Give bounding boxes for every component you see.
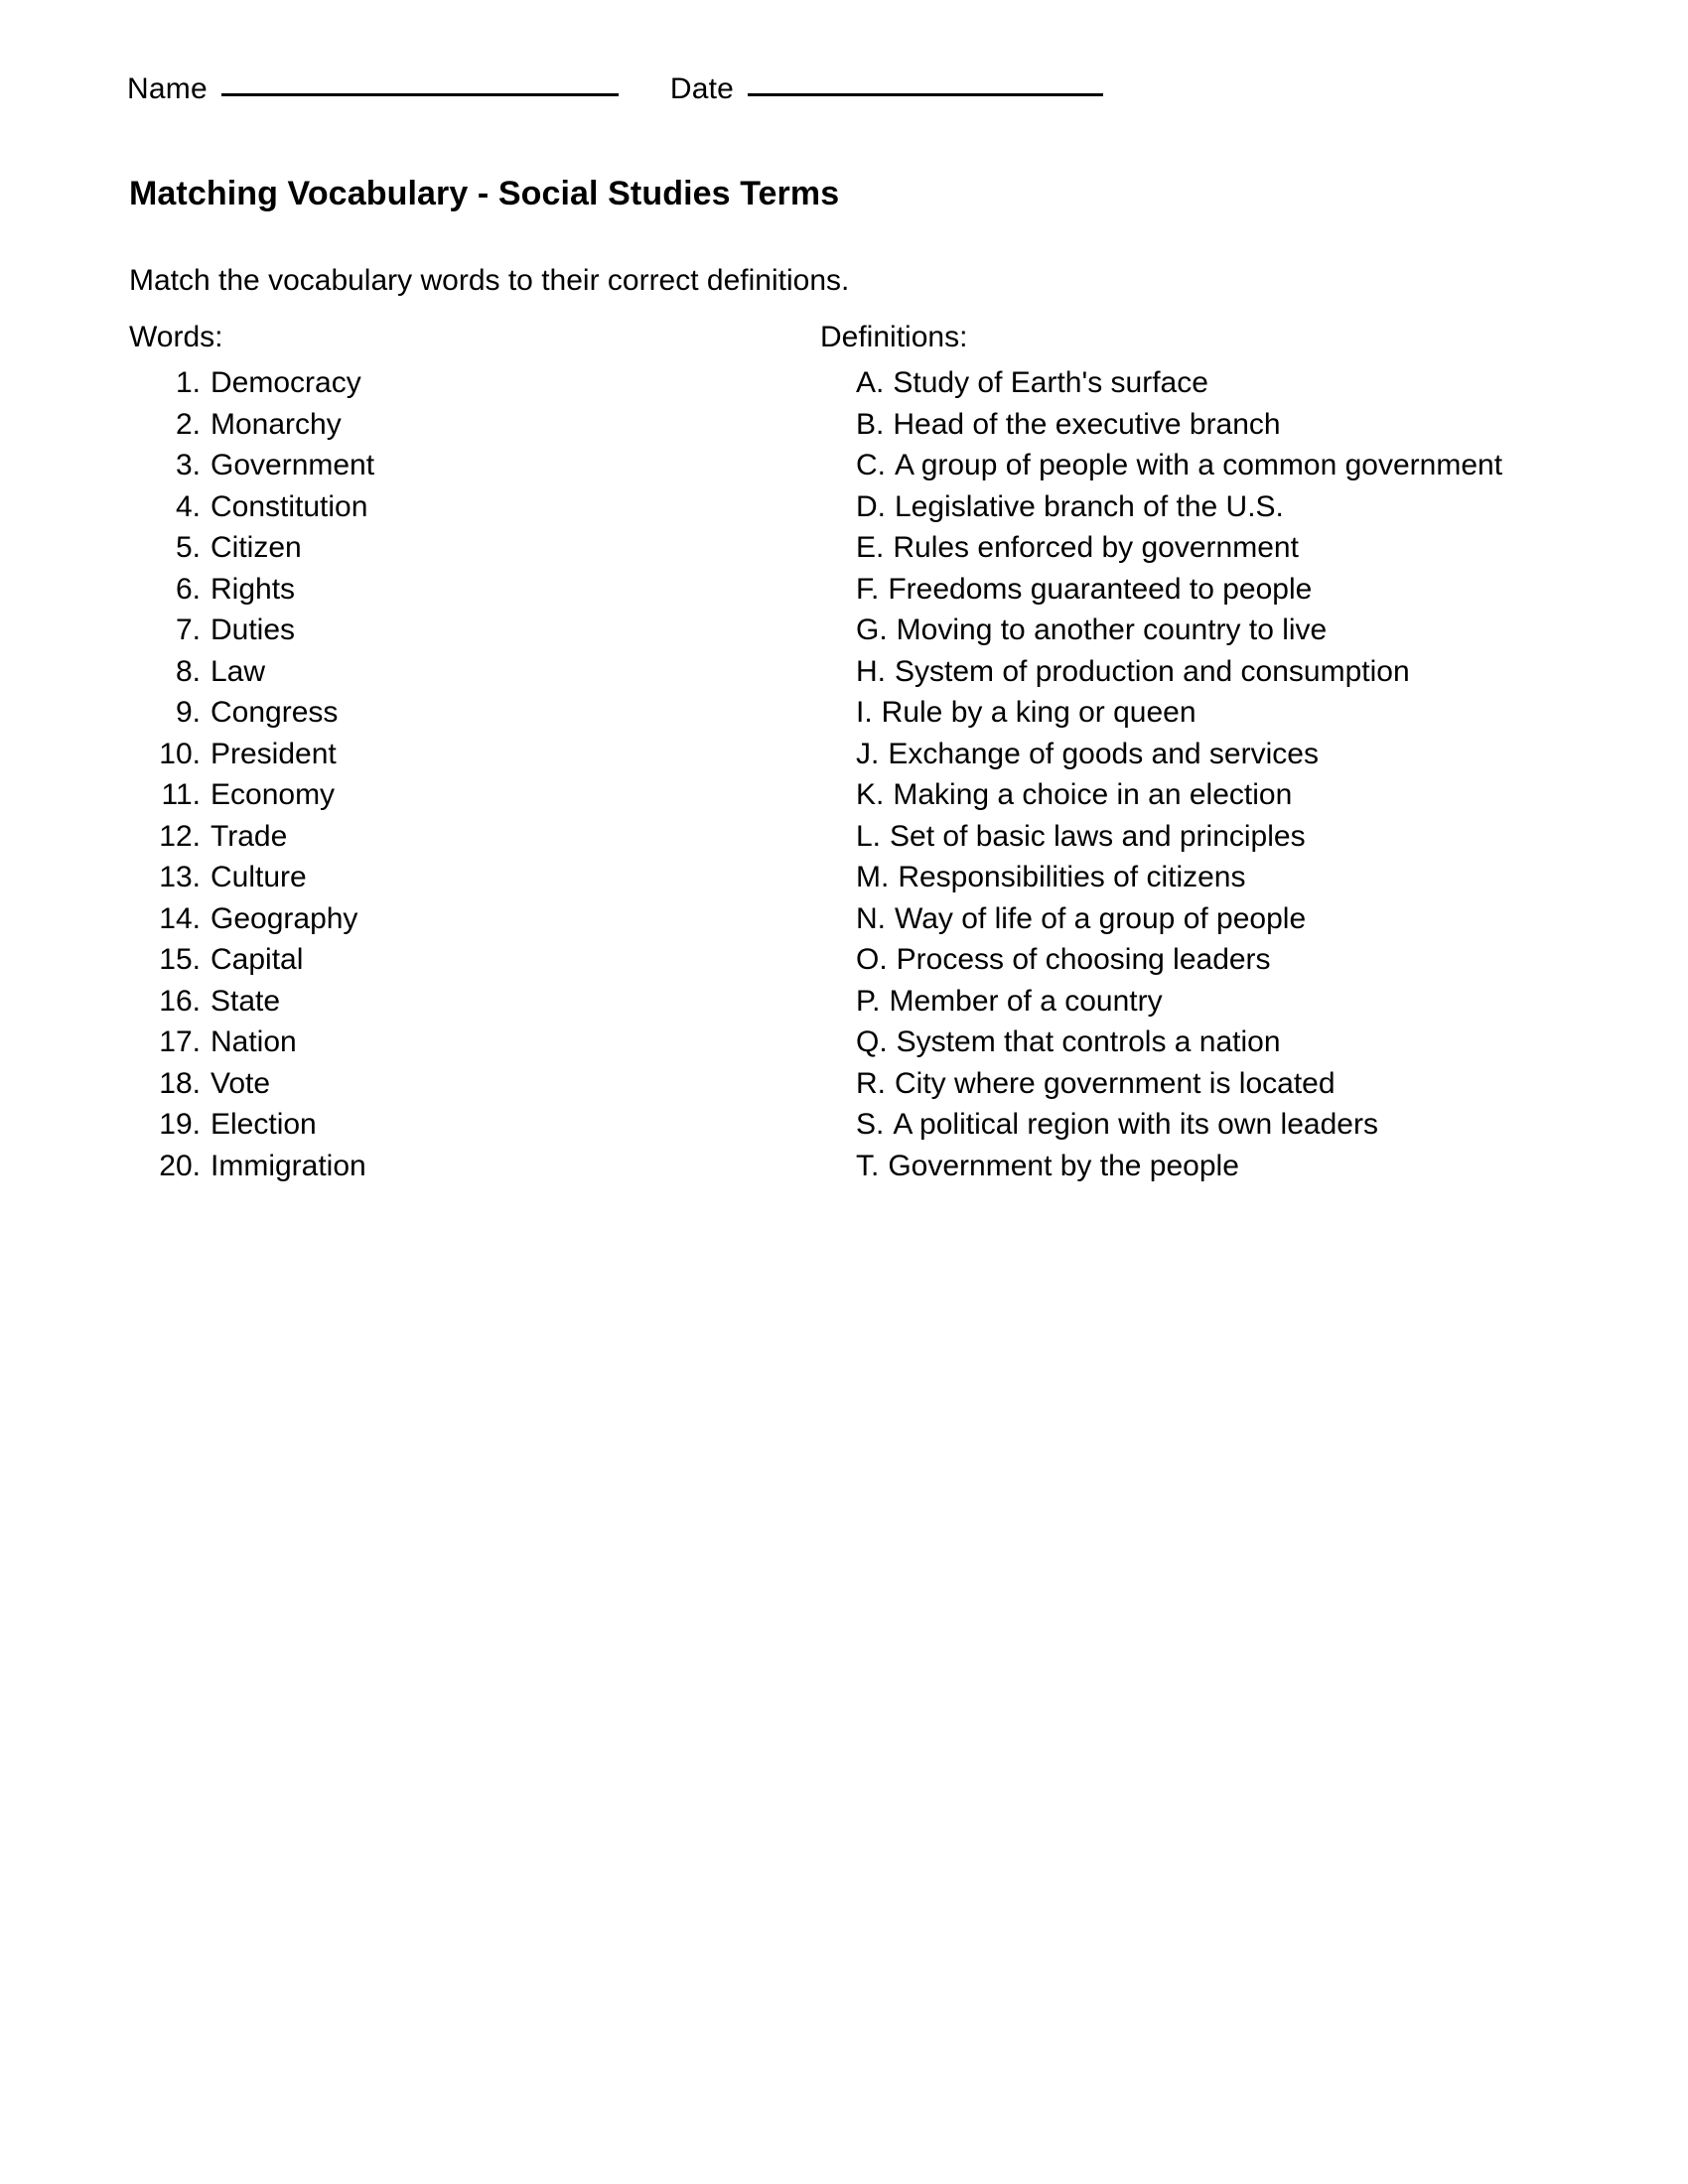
word-item[interactable] (129, 816, 804, 858)
definition-item-label: A group of people with a common government (895, 449, 1503, 481)
word-item-label: Rights (211, 572, 296, 606)
word-item[interactable] (129, 445, 804, 486)
definition-item-label: City where government is located (895, 1066, 1336, 1100)
definition-item-label: System that controls a nation (896, 1025, 1281, 1058)
word-item-number: 11. (161, 778, 201, 811)
word-item-number: 6. (175, 572, 201, 606)
word-item-label: Geography (211, 901, 358, 935)
definition-item-letter: Q. (856, 1025, 888, 1058)
word-item[interactable] (129, 1146, 804, 1187)
definition-item-letter: P. (856, 984, 881, 1018)
word-item[interactable] (129, 404, 804, 446)
definition-item[interactable] (820, 486, 1634, 528)
definition-item-letter: R. (856, 1066, 886, 1100)
definition-item[interactable] (820, 527, 1634, 569)
word-item-number: 3. (175, 449, 201, 481)
definition-item-label: Government by the people (888, 1149, 1239, 1182)
definition-item-label: Head of the executive branch (893, 407, 1281, 441)
word-item-label: Congress (211, 696, 339, 729)
word-item[interactable] (129, 486, 804, 528)
definition-item-label: Making a choice in an election (893, 778, 1293, 811)
definition-item-label: Set of basic laws and principles (890, 819, 1306, 853)
word-item[interactable] (129, 981, 804, 1023)
definition-item[interactable] (820, 569, 1634, 611)
word-item-number: 15. (159, 943, 201, 976)
definition-item-letter: O. (856, 943, 888, 976)
word-item-label: Constitution (211, 489, 368, 523)
definition-item-label: Process of choosing leaders (896, 943, 1271, 976)
date-write-in-line[interactable] (748, 93, 1103, 96)
word-item-number: 9. (175, 696, 201, 729)
definition-item-label: Rules enforced by government (893, 531, 1299, 564)
word-item-number: 19. (159, 1108, 201, 1141)
word-item[interactable] (129, 362, 804, 404)
word-item[interactable] (129, 1022, 804, 1063)
definition-item-letter: D. (856, 489, 886, 523)
definition-item[interactable] (820, 939, 1634, 981)
word-item-label: Vote (211, 1066, 271, 1100)
definition-item[interactable] (820, 1104, 1634, 1146)
word-item-number: 1. (175, 366, 201, 399)
definition-item-label: Rule by a king or queen (881, 696, 1196, 729)
word-item-label: Nation (211, 1025, 297, 1058)
word-item[interactable] (129, 898, 804, 940)
definition-item-letter: S. (856, 1108, 885, 1141)
definition-item-label: A political region with its own leaders (893, 1108, 1378, 1141)
word-item-number: 5. (175, 531, 201, 564)
word-item[interactable] (129, 857, 804, 898)
instruction-text: Match the vocabulary words to their correct definitions. (129, 264, 850, 297)
definition-item[interactable] (820, 1022, 1634, 1063)
word-item-label: Election (211, 1108, 317, 1141)
word-item-number: 12. (159, 819, 201, 853)
word-item-label: Law (211, 654, 266, 688)
definition-item-letter: I. (856, 696, 873, 729)
word-item[interactable] (129, 734, 804, 775)
word-item-number: 4. (175, 489, 201, 523)
word-item-number: 17. (159, 1025, 201, 1058)
words-column (129, 320, 804, 1186)
words-list (129, 362, 804, 1186)
definition-item-letter: H. (856, 654, 886, 688)
word-item-number: 14. (159, 901, 201, 935)
definition-item[interactable] (820, 857, 1634, 898)
definitions-column (820, 320, 1634, 1186)
word-item-label: Trade (211, 819, 288, 853)
word-item-number: 10. (159, 737, 201, 770)
word-item[interactable] (129, 1104, 804, 1146)
definition-item-label: Way of life of a group of people (895, 901, 1307, 935)
definition-item[interactable] (820, 774, 1634, 816)
word-item[interactable] (129, 651, 804, 693)
definitions-list (820, 362, 1634, 1186)
page-title: Matching Vocabulary - Social Studies Terms (129, 174, 840, 212)
date-label: Date (669, 72, 734, 105)
word-item-number: 2. (175, 407, 201, 441)
word-item[interactable] (129, 569, 804, 611)
definition-item[interactable] (820, 1146, 1634, 1187)
word-item-number: 18. (159, 1066, 201, 1100)
word-item-label: Immigration (211, 1149, 366, 1182)
word-item[interactable] (129, 527, 804, 569)
word-item-number: 8. (175, 654, 201, 688)
definition-item-label: Responsibilities of citizens (898, 861, 1246, 893)
word-item-number: 16. (159, 984, 201, 1018)
word-item-label: Government (211, 449, 375, 481)
definition-item[interactable] (820, 898, 1634, 940)
definition-item-label: Moving to another country to live (896, 614, 1328, 646)
word-item-label: Citizen (211, 531, 302, 564)
definition-item-letter: N. (856, 901, 886, 935)
name-write-in-line[interactable] (221, 93, 619, 96)
words-column-heading: Words: (129, 321, 223, 353)
word-item[interactable] (129, 1063, 804, 1105)
definition-item-label: Legislative branch of the U.S. (895, 489, 1284, 523)
definition-item-label: Freedoms guaranteed to people (888, 572, 1313, 606)
name-date-row (127, 72, 1103, 106)
word-item[interactable] (129, 610, 804, 651)
word-item-number: 7. (175, 614, 201, 646)
word-item-label: President (211, 737, 337, 770)
word-item-label: Capital (211, 943, 304, 976)
definition-item[interactable] (820, 445, 1634, 486)
definition-item-letter: T. (856, 1149, 880, 1182)
definition-item-letter: B. (856, 407, 885, 441)
definition-item-letter: L. (856, 819, 882, 853)
definition-item-letter: C. (856, 449, 886, 481)
word-item-label: Democracy (211, 366, 361, 399)
definition-item-label: Study of Earth's surface (893, 366, 1208, 399)
definition-item[interactable] (820, 1063, 1634, 1105)
word-item-label: Duties (211, 614, 296, 646)
definition-item-letter: A. (856, 366, 885, 399)
word-item-label: Culture (211, 861, 307, 893)
definition-item-letter: E. (856, 531, 885, 564)
definition-item[interactable] (820, 610, 1634, 651)
word-item[interactable] (129, 774, 804, 816)
definition-item-letter: M. (856, 861, 890, 893)
definition-item-letter: G. (856, 614, 888, 646)
definition-item-label: System of production and consumption (895, 654, 1410, 688)
word-item-label: Economy (211, 778, 336, 811)
definition-item-letter: K. (856, 778, 885, 811)
definition-item-label: Member of a country (889, 984, 1163, 1018)
definition-item[interactable] (820, 404, 1634, 446)
definition-item[interactable] (820, 692, 1634, 734)
word-item-label: State (211, 984, 281, 1018)
definition-item[interactable] (820, 734, 1634, 775)
word-item[interactable] (129, 939, 804, 981)
definition-item[interactable] (820, 816, 1634, 858)
definition-item[interactable] (820, 651, 1634, 693)
definition-item-letter: F. (856, 572, 880, 606)
definitions-column-heading: Definitions: (820, 321, 968, 353)
name-label: Name (127, 72, 208, 105)
word-item-number: 13. (159, 861, 201, 893)
word-item-number: 20. (159, 1149, 201, 1182)
definition-item-letter: J. (856, 737, 880, 770)
word-item-label: Monarchy (211, 407, 342, 441)
word-item[interactable] (129, 692, 804, 734)
definition-item[interactable] (820, 981, 1634, 1023)
definition-item-label: Exchange of goods and services (888, 737, 1319, 770)
definition-item[interactable] (820, 362, 1634, 404)
